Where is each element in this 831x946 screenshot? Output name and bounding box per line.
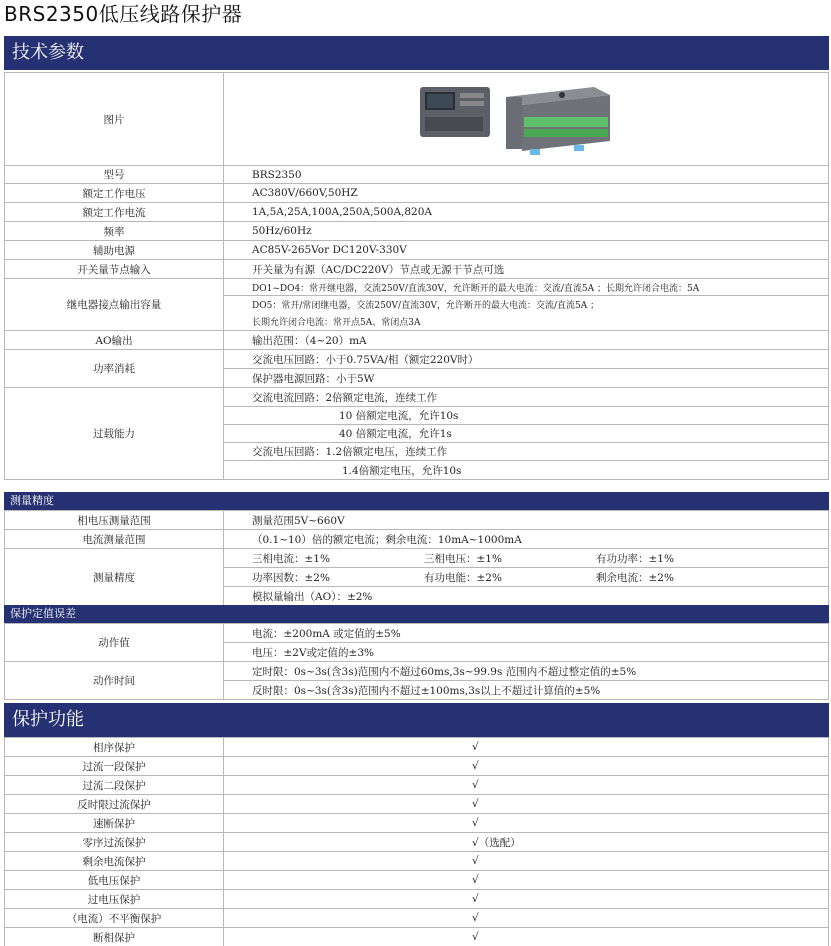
table-row [5,814,829,833]
row-key: 动作时间 [5,662,224,700]
function-check: √ [224,776,829,795]
table-row [5,909,829,928]
precision-item: 三相电流：±1% [252,552,330,565]
function-name: 速断保护 [5,814,224,833]
table-row [5,549,829,568]
row-key: 动作值 [5,624,224,662]
function-name: 断相保护 [5,928,224,946]
row-value: 交流电压回路：1.2倍额定电压，连续工作 [224,443,829,461]
table-row [5,928,829,946]
function-name: 过电压保护 [5,890,224,909]
function-name: （电流）不平衡保护 [5,909,224,928]
product-image [224,73,829,166]
row-value [224,568,829,587]
function-check: √ [224,890,829,909]
row-key: 功率消耗 [5,350,224,388]
table-row [5,279,829,296]
row-value: 保护器电源回路：小于5W [224,369,829,388]
precision-item: 功率因数：±2% [252,571,330,584]
function-name: 剩余电流保护 [5,852,224,871]
row-key: 辅助电源 [5,241,224,260]
function-check: √ [224,852,829,871]
table-row [5,331,829,350]
function-check: √ [224,738,829,757]
image-label: 图片 [5,73,224,166]
table-row [5,662,829,681]
row-key: 型号 [5,166,224,184]
function-check: √ [224,909,829,928]
table-row [5,833,829,852]
section-header-accuracy: 测量精度 [4,492,829,510]
precision-item: 有功电能：±2% [424,571,502,584]
row-value: 1A,5A,25A,100A,250A,500A,820A [224,203,829,222]
function-check: √ [224,928,829,946]
table-row [5,757,829,776]
function-check: √ [224,871,829,890]
function-name: 过流一段保护 [5,757,224,776]
row-value: 40 倍额定电流，允许1s [224,425,829,443]
row-value: DO5：常开/常闭继电器，交流250V/直流30V，允许断开的最大电流：交流/直流5A ； [224,296,829,313]
row-key: 过载能力 [5,388,224,480]
row-value: AC85V-265Vor DC120V-330V [224,241,829,260]
table-row [5,624,829,643]
row-value: 测量范围5V~660V [224,511,829,530]
section-header-functions: 保护功能 [4,703,829,737]
row-value: 交流电压回路：小于0.75VA/相（额定220V时） [224,350,829,369]
table-row [5,511,829,530]
row-key: 频率 [5,222,224,241]
row-value: 反时限：0s~3s(含3s)范围内不超过±100ms,3s以上不超过计算值的±5% [224,681,829,700]
table-row [5,203,829,222]
table-row [5,241,829,260]
row-key: 额定工作电流 [5,203,224,222]
row-value: 10 倍额定电流，允许10s [224,407,829,425]
function-name: 过流二段保护 [5,776,224,795]
row-value: DO1~DO4：常开继电器，交流250V/直流30V，允许断开的最大电流：交流/直流5A ；长期允许闭合电流：5A [224,279,829,296]
row-key: 测量精度 [5,549,224,606]
precision-item: 三相电压：±1% [424,552,502,565]
row-value: 定时限：0s~3s(含3s)范围内不超过60ms,3s~99.9s 范围内不超过整定值的±5% [224,662,829,681]
section-header-tech: 技术参数 [4,36,829,70]
page-title: BRS2350低压线路保护器 [4,2,243,26]
table-row [5,350,829,369]
row-value: 1.4倍额定电压，允许10s [224,461,829,480]
function-name: 相序保护 [5,738,224,757]
row-value: 电流：±200mA 或定值的±5% [224,624,829,643]
table-row [5,776,829,795]
protect-error-table [4,623,829,700]
row-value: BRS2350 [224,166,829,184]
table-row [5,222,829,241]
row-key: 额定工作电压 [5,184,224,203]
function-name: 低电压保护 [5,871,224,890]
table-row [5,530,829,549]
function-name: 反时限过流保护 [5,795,224,814]
table-row [5,795,829,814]
row-value: （0.1~10）倍的额定电流；剩余电流：10mA~1000mA [224,530,829,549]
function-check: √ [224,757,829,776]
precision-item: 剩余电流：±2% [596,571,674,584]
table-row [5,852,829,871]
row-value: AC380V/660V,50HZ [224,184,829,203]
row-value [224,549,829,568]
row-value: 长期允许闭合电流：常开点5A、常闭点3A [224,313,829,331]
table-row [5,166,829,184]
function-check: √（选配） [224,833,829,852]
table-row [5,73,829,166]
row-key: 相电压测量范围 [5,511,224,530]
table-row [5,738,829,757]
row-key: AO输出 [5,331,224,350]
precision-item: 有功功率：±1% [596,552,674,565]
row-value: 模拟量输出（AO）：±2% [224,587,829,606]
table-row [5,388,829,407]
table-row [5,871,829,890]
row-key: 开关量节点输入 [5,260,224,279]
row-key: 电流测量范围 [5,530,224,549]
functions-table [4,737,829,946]
row-value: 输出范围：（4~20）mA [224,331,829,350]
function-name: 零序过流保护 [5,833,224,852]
tech-table [4,72,829,480]
table-row [5,260,829,279]
row-value: 50Hz/60Hz [224,222,829,241]
row-key: 继电器接点输出容量 [5,279,224,331]
table-row [5,890,829,909]
row-value: 交流电流回路：2倍额定电流，连续工作 [224,388,829,407]
row-value: 开关量为有源（AC/DC220V）节点或无源干节点可选 [224,260,829,279]
function-check: √ [224,795,829,814]
section-header-protect-error: 保护定值误差 [4,605,829,623]
function-check: √ [224,814,829,833]
product-photo-icon [224,73,824,164]
accuracy-table [4,510,829,606]
row-value: 电压：±2V或定值的±3% [224,643,829,662]
table-row [5,184,829,203]
